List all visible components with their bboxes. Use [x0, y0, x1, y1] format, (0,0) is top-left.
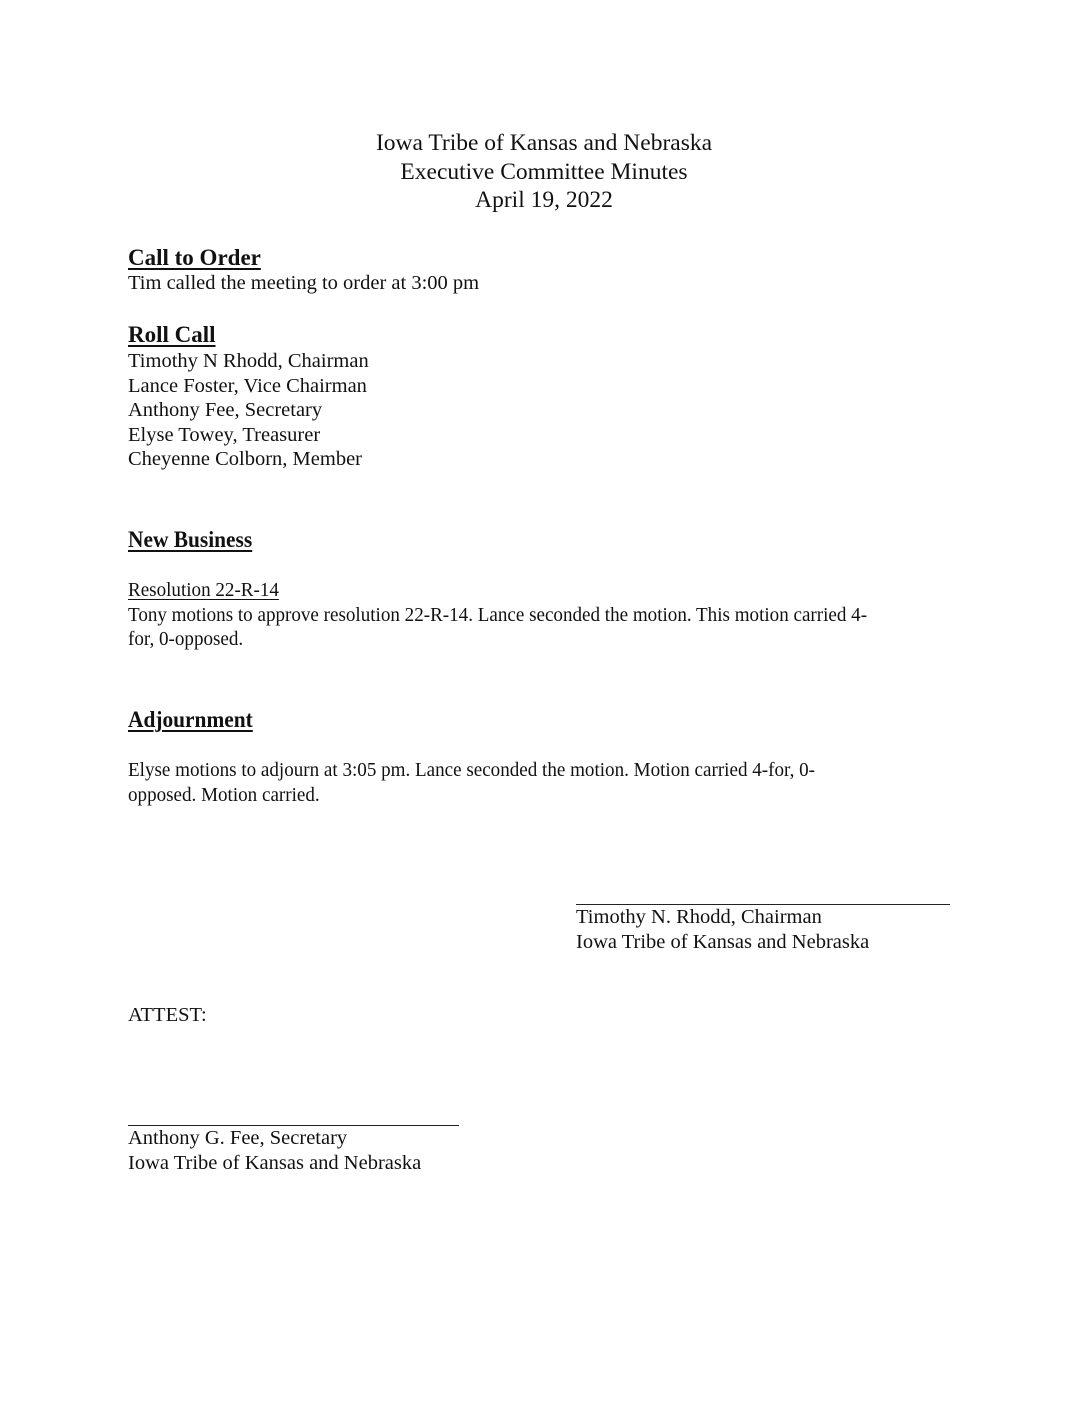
- roll-call-member: Anthony Fee, Secretary: [128, 399, 323, 421]
- adjournment-text-line1: Elyse motions to adjourn at 3:05 pm. Lance seconded the motion. Motion carried 4-for, 0-: [128, 759, 816, 781]
- attest-signature-name: Anthony G. Fee, Secretary: [128, 1127, 348, 1149]
- roll-call-heading: Roll Call: [128, 322, 216, 347]
- meeting-date: April 19, 2022: [475, 187, 613, 213]
- resolution-title: Resolution 22-R-14: [128, 579, 279, 601]
- resolution-text-line2: for, 0-opposed.: [128, 628, 244, 650]
- call-to-order-heading: Call to Order: [128, 245, 261, 270]
- chairman-signature-name: Timothy N. Rhodd, Chairman: [576, 906, 822, 928]
- adjournment-text-line2: opposed. Motion carried.: [128, 783, 320, 806]
- call-to-order-text: Tim called the meeting to order at 3:00 pm: [128, 272, 480, 294]
- chairman-signature-organization: Iowa Tribe of Kansas and Nebraska: [576, 930, 870, 953]
- attest-signature-organization: Iowa Tribe of Kansas and Nebraska: [128, 1151, 422, 1174]
- roll-call-member: Timothy N Rhodd, Chairman: [128, 350, 369, 372]
- roll-call-member: Elyse Towey, Treasurer: [128, 423, 321, 446]
- adjournment-heading: Adjournment: [128, 707, 253, 732]
- document-title: Executive Committee Minutes: [400, 159, 688, 185]
- roll-call-member: Cheyenne Colborn, Member: [128, 448, 362, 470]
- attest-label: ATTEST:: [128, 1004, 207, 1026]
- resolution-text-line1: Tony motions to approve resolution 22-R-14. Lance seconded the motion. This motion carried 4-: [128, 603, 868, 626]
- new-business-heading: New Business: [128, 527, 253, 552]
- roll-call-member: Lance Foster, Vice Chairman: [128, 374, 367, 397]
- organization-name: Iowa Tribe of Kansas and Nebraska: [375, 130, 713, 156]
